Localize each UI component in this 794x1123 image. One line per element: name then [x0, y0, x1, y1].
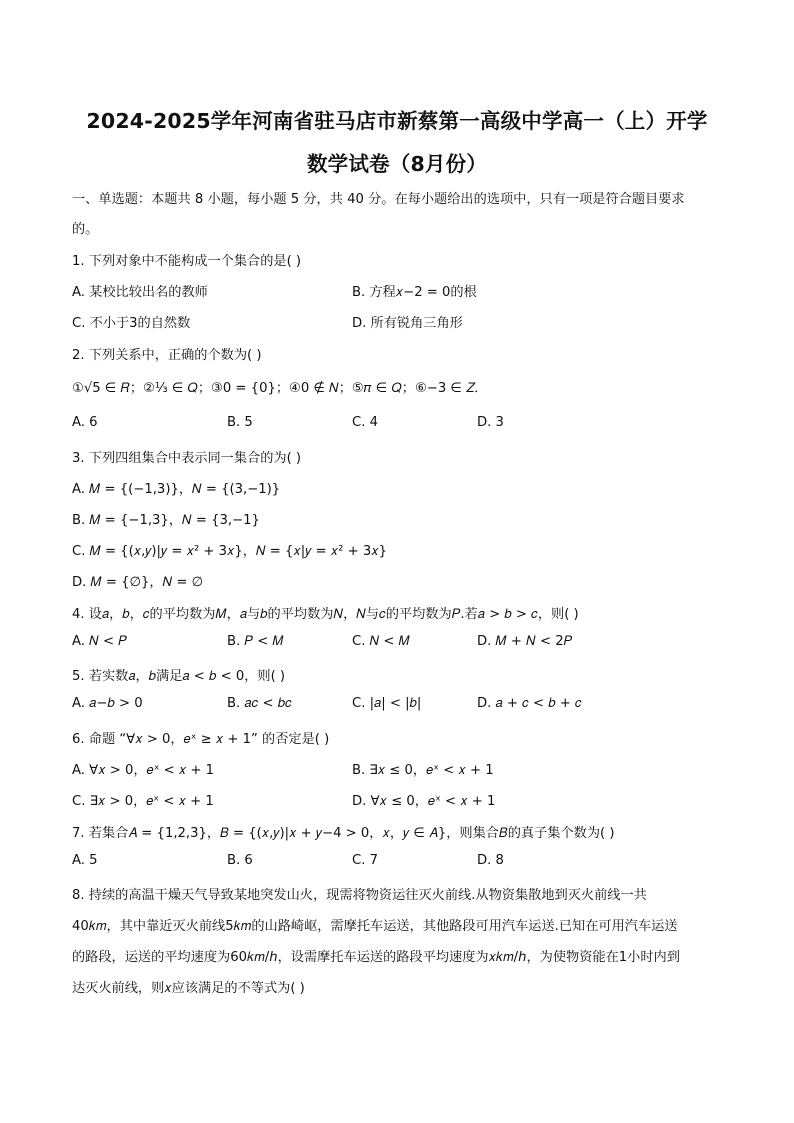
question-4-option-a: A. 𝑁 < 𝑃 [72, 634, 127, 649]
question-4-option-c: C. 𝑁 < 𝑀 [352, 634, 410, 649]
question-5-option-c: C. |𝑎| < |𝑏| [352, 696, 422, 711]
question-1-option-d: D. 所有锐角三角形 [352, 316, 463, 331]
question-3-option-d: D. 𝑀 = {∅}，𝑁 = ∅ [72, 575, 204, 590]
question-3-stem: 3. 下列四组集合中表示同一集合的为( ) [72, 451, 302, 466]
question-8-text-line4: 达灭火前线，则𝑥应该满足的不等式为( ) [72, 981, 305, 996]
question-1-option-c: C. 不小于3的自然数 [72, 316, 191, 331]
question-5-option-d: D. 𝑎 + 𝑐 < 𝑏 + 𝑐 [477, 696, 582, 711]
exam-title-line1: 2024-2025学年河南省驻马店市新蔡第一高级中学高一（上）开学 [86, 109, 708, 133]
question-6-option-c: C. ∃𝑥 > 0，𝑒ˣ < 𝑥 + 1 [72, 794, 214, 809]
section-instructions-line2: 的。 [72, 222, 99, 237]
question-6-stem: 6. 命题 “∀𝑥 > 0，𝑒ˣ ≥ 𝑥 + 1” 的否定是( ) [72, 732, 330, 747]
question-5-option-b: B. 𝑎𝑐 < 𝑏𝑐 [227, 696, 292, 711]
question-1-option-a: A. 某校比较出名的教师 [72, 285, 208, 300]
question-5-option-a: A. 𝑎−𝑏 > 0 [72, 696, 143, 711]
question-7-option-b: B. 6 [227, 853, 253, 868]
question-2-option-a: A. 6 [72, 415, 98, 430]
question-7-stem: 7. 若集合𝐴 = {1,2,3}，𝐵 = {(𝑥,𝑦)|𝑥 + 𝑦−4 > 0，𝑥，𝑦 ∈ 𝐴}，则集合𝐵的真子集个数为( ) [72, 826, 615, 841]
question-7-option-d: D. 8 [477, 853, 504, 868]
question-5-stem: 5. 若实数𝑎，𝑏满足𝑎 < 𝑏 < 0，则( ) [72, 669, 286, 684]
question-2-option-d: D. 3 [477, 415, 504, 430]
question-6-option-d: D. ∀𝑥 ≤ 0，𝑒ˣ < 𝑥 + 1 [352, 794, 496, 809]
question-1-stem: 1. 下列对象中不能构成一个集合的是( ) [72, 254, 302, 269]
question-2-option-c: C. 4 [352, 415, 378, 430]
question-3-option-b: B. 𝑀 = {−1,3}，𝑁 = {3,−1} [72, 513, 260, 528]
question-2-statements: ①√5 ∈ 𝑅；②⅓ ∈ 𝑄；③0 = {0}；④0 ∉ 𝑁；⑤𝜋 ∈ 𝑄；⑥−3 ∈ 𝑍． [72, 381, 488, 396]
question-8-text-line3: 的路段，运送的平均速度为60𝑘𝑚/ℎ，设需摩托车运送的路段平均速度为𝑥𝑘𝑚/ℎ，为使物资能在1小时内到 [72, 950, 680, 965]
section-instructions-line1: 一、单选题：本题共 8 小题，每小题 5 分，共 40 分。在每小题给出的选项中，只有一项是符合题目要求 [72, 192, 685, 207]
question-7-option-a: A. 5 [72, 853, 98, 868]
question-3-option-a: A. 𝑀 = {(−1,3)}，𝑁 = {(3,−1)} [72, 482, 281, 497]
question-4-option-d: D. 𝑀 + 𝑁 < 2𝑃 [477, 634, 573, 649]
question-3-option-c: C. 𝑀 = {(𝑥,𝑦)|𝑦 = 𝑥² + 3𝑥}，𝑁 = {𝑥|𝑦 = 𝑥² + 3𝑥} [72, 544, 387, 559]
question-2-option-b: B. 5 [227, 415, 253, 430]
question-6-option-a: A. ∀𝑥 > 0，𝑒ˣ < 𝑥 + 1 [72, 763, 215, 778]
question-4-option-b: B. 𝑃 < 𝑀 [227, 634, 284, 649]
question-8-text-line2: 40𝑘𝑚，其中靠近灭火前线5𝑘𝑚的山路崎岖，需摩托车运送，其他路段可用汽车运送.已知在可用汽车运送 [72, 919, 678, 934]
question-2-stem: 2. 下列关系中，正确的个数为( ) [72, 348, 262, 363]
question-8-text-line1: 8. 持续的高温干燥天气导致某地突发山火，现需将物资运往灭火前线.从物资集散地到灭火前线一共 [72, 888, 647, 903]
question-4-stem: 4. 设𝑎，𝑏，𝑐的平均数为𝑀，𝑎与𝑏的平均数为𝑁，𝑁与𝑐的平均数为𝑃.若𝑎 > 𝑏 > 𝑐，则( ) [72, 607, 579, 622]
question-7-option-c: C. 7 [352, 853, 378, 868]
question-1-option-b: B. 方程𝑥−2 = 0的根 [352, 285, 477, 300]
question-6-option-b: B. ∃𝑥 ≤ 0，𝑒ˣ < 𝑥 + 1 [352, 763, 494, 778]
exam-title-line2: 数学试卷（8月份） [306, 152, 488, 176]
